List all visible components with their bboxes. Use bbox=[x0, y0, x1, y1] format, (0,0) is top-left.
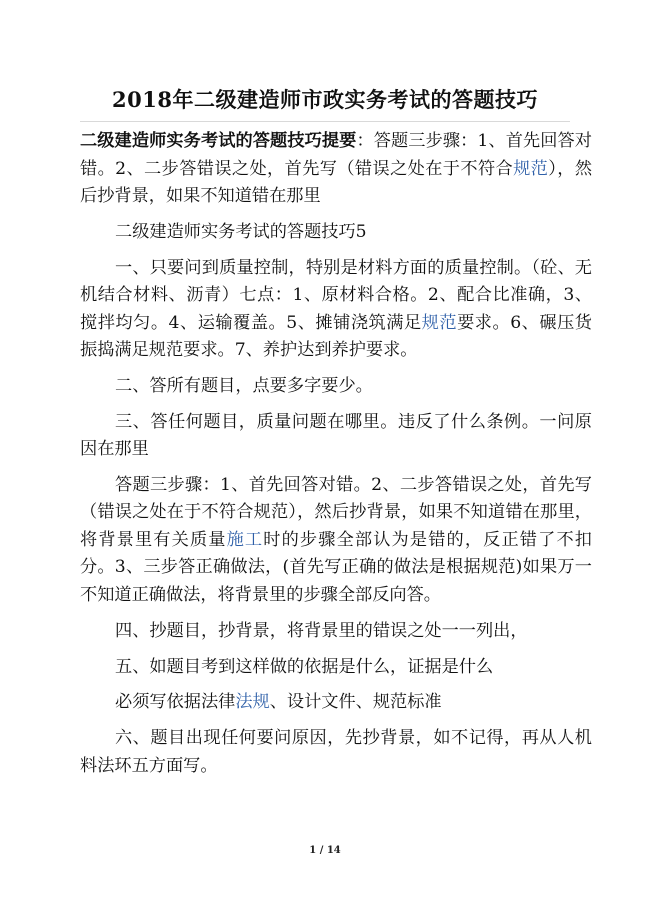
title-divider bbox=[80, 121, 570, 122]
summary-text-after: ），然后抄背景，如果不知道错在那里 bbox=[80, 158, 593, 206]
paragraph-text: 时的步骤全部认为是错的，反正错了不扣分。3、三步答正确做法，(首先写正确的做法是根据规范)如果万一不知道正确做法，将背景里的步骤全部反向答。 bbox=[80, 529, 592, 605]
paragraph-three-steps bbox=[80, 472, 592, 610]
paragraph-answer-all: 二、答所有题目，点要多字要少。 bbox=[115, 375, 373, 396]
paragraph-copy-background: 四、抄题目，抄背景，将背景里的错误之处一一列出， bbox=[115, 620, 528, 641]
paragraph-basis: 五、如题目考到这样做的依据是什么，证据是什么 bbox=[115, 656, 494, 677]
section-heading: 二级建造师实务考试的答题技巧5 bbox=[115, 221, 367, 242]
page-number: 1 / 14 bbox=[309, 845, 341, 856]
paragraph-text: 一、只要问到质量控制，特别是材料方面的质量控制。（砼、无机结合材料、沥青）七点：1、原材料合格。2、配合比准确，3、搅拌均匀。4、运输覆盖。5、摊铺浇筑满足 bbox=[80, 257, 592, 333]
summary-text-before: ：答题三步骤：1、首先回答对错。2、二步答错误之处，首先写（错误之处在于不符合 bbox=[80, 131, 592, 179]
summary-lead: 二级建造师实务考试的答题技巧提要 bbox=[80, 131, 357, 151]
document-title: 2018年二级建造师市政实务考试的答题技巧 bbox=[112, 87, 538, 112]
summary-link-guifan[interactable]: 规范 bbox=[513, 158, 549, 179]
paragraph-quality-problem: 三、答任何题目，质量问题在哪里。违反了什么条例。一问原因在那里 bbox=[80, 411, 592, 460]
paragraph-text: 答题三步骤：1、首先回答对错。2、二步答错误之处，首先写（错误之处在于不符合规范），然后抄背景，如果不知道错在那里，将背景里有关质量 bbox=[80, 474, 592, 550]
link-shigong[interactable]: 施工 bbox=[226, 529, 264, 550]
summary-paragraph bbox=[80, 128, 592, 211]
link-fagui[interactable]: 法规 bbox=[235, 692, 270, 713]
paragraph-reasons: 六、题目出现任何要问原因，先抄背景，如不记得，再从人机料法环五方面写。 bbox=[80, 728, 592, 776]
document-body bbox=[80, 128, 592, 788]
paragraph-text: 要求。6、碾压货振捣满足规范要求。7、养护达到养护要求。 bbox=[80, 312, 592, 361]
paragraph-quality-control bbox=[80, 255, 592, 365]
paragraph-text: 必须写依据法律 bbox=[115, 692, 236, 713]
paragraph-text: 、设计文件、规范标准 bbox=[269, 692, 442, 713]
paragraph-laws bbox=[80, 689, 592, 717]
link-guifan[interactable]: 规范 bbox=[421, 312, 458, 333]
